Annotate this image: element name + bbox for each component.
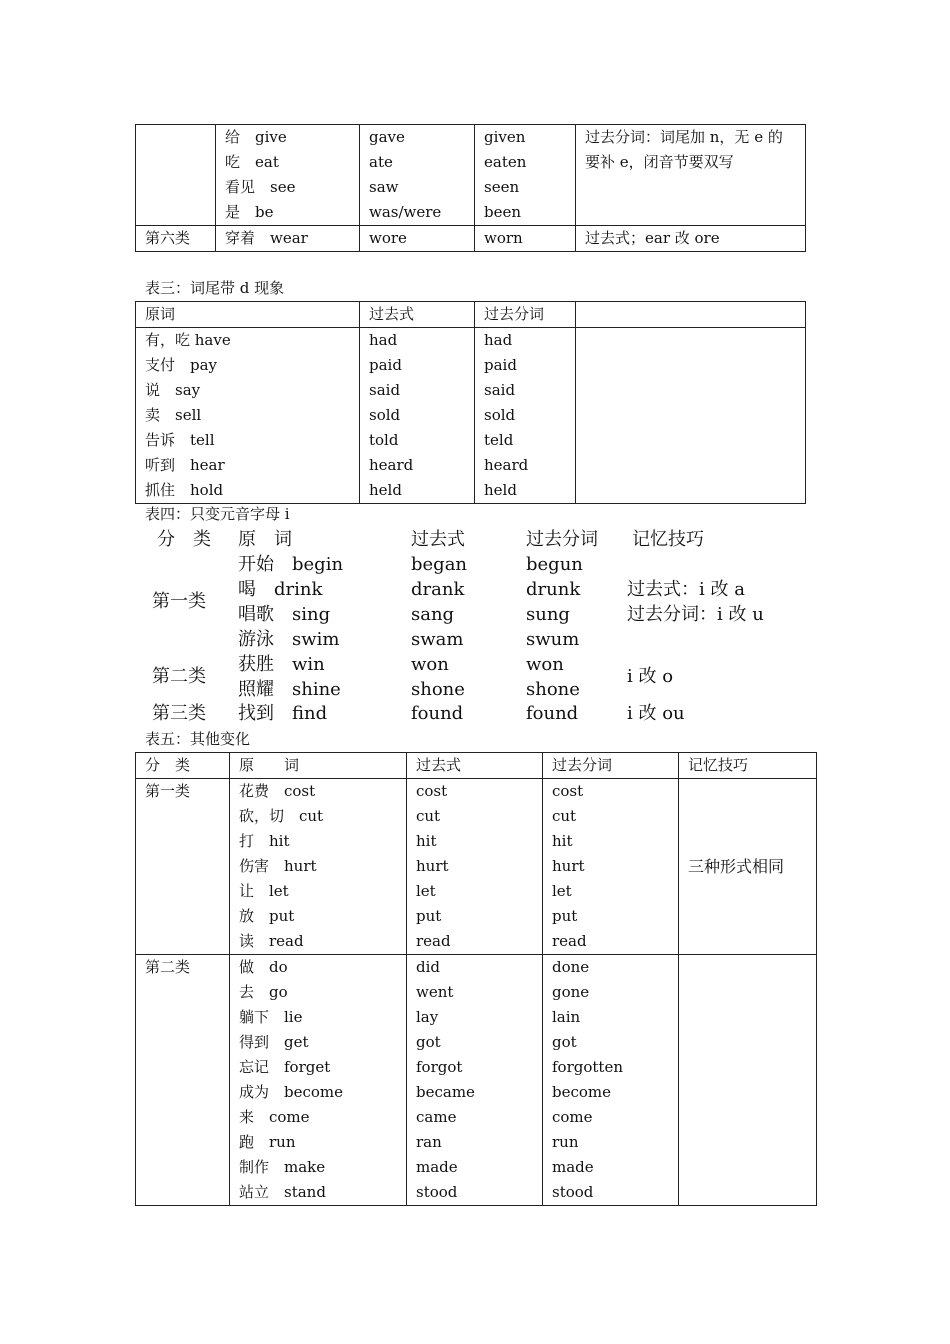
list-item: got <box>416 1033 441 1051</box>
list-item: cost <box>552 782 584 800</box>
list-item: held <box>484 481 517 499</box>
list-item: cost <box>416 782 448 800</box>
list-item: came <box>416 1108 457 1126</box>
table-header-row <box>136 302 806 328</box>
tip-cell <box>576 125 806 226</box>
list-item: 打 hit <box>239 832 290 850</box>
words-cell <box>136 328 360 504</box>
pp-cell <box>475 125 576 226</box>
tip-text: 三种形式相同 <box>688 856 785 876</box>
list-item: 忘记 forget <box>239 1058 331 1076</box>
tip-text: 过去分词：i 改 u <box>627 604 764 625</box>
list-item: hurt <box>552 857 585 875</box>
table-5-caption: 表五：其他变化 <box>145 730 251 748</box>
pp-cell <box>526 652 580 702</box>
category-cell: 第二类 <box>136 955 230 1206</box>
list-item: went <box>416 983 454 1001</box>
tip-cell <box>576 328 806 504</box>
list-item: 放 put <box>239 907 295 925</box>
list-item: 唱歌 sing <box>238 604 331 625</box>
list-item: put <box>416 907 442 925</box>
list-item: read <box>552 932 587 950</box>
list-item: 支付 pay <box>145 356 218 374</box>
list-item: lain <box>552 1008 581 1026</box>
table-row <box>136 779 817 955</box>
tip-cell: i 改 ou <box>627 703 685 724</box>
list-item: 跑 run <box>239 1133 296 1151</box>
list-item: 是 be <box>225 203 274 221</box>
list-item: forgot <box>416 1058 463 1076</box>
tip-text: 要补 e，闭音节要双写 <box>585 153 734 171</box>
table-header-row <box>136 753 817 779</box>
table-row <box>136 955 817 1206</box>
column-header: 原 词 <box>230 753 407 779</box>
list-item: begun <box>526 554 583 575</box>
list-item: done <box>552 958 590 976</box>
column-header: 过去式 <box>411 529 465 550</box>
category-cell: 第二类 <box>152 666 206 687</box>
list-item: held <box>369 481 402 499</box>
column-header: 分 类 <box>157 529 211 550</box>
pp-cell: worn <box>475 226 576 252</box>
list-item: told <box>369 431 399 449</box>
list-item: paid <box>369 356 402 374</box>
list-item: 站立 stand <box>239 1183 326 1201</box>
past-cell: found <box>411 703 464 724</box>
list-item: 给 give <box>225 128 287 146</box>
list-item: lay <box>416 1008 439 1026</box>
list-item: teld <box>484 431 514 449</box>
list-item: gave <box>369 128 405 146</box>
column-header: 过去式 <box>360 302 475 328</box>
list-item: read <box>416 932 451 950</box>
column-header <box>576 302 806 328</box>
list-item: had <box>369 331 398 349</box>
list-item: hurt <box>416 857 449 875</box>
pp-cell: found <box>526 703 579 724</box>
list-item: 得到 get <box>239 1033 309 1051</box>
words-cell: 穿着 wear <box>216 226 360 252</box>
tip-cell: i 改 o <box>627 666 674 687</box>
list-item: shone <box>526 679 580 700</box>
column-header: 过去分词 <box>526 529 598 550</box>
words-cell: 找到 find <box>238 703 328 724</box>
column-header: 过去式 <box>407 753 543 779</box>
list-item: swum <box>526 629 580 650</box>
table-row <box>136 328 806 504</box>
words-cell <box>238 652 341 702</box>
list-item: eaten <box>484 153 527 171</box>
list-item: become <box>552 1083 612 1101</box>
list-item: 卖 sell <box>145 406 202 424</box>
list-item: sang <box>411 604 455 625</box>
list-item: won <box>526 654 564 675</box>
list-item: 有，吃 have <box>145 331 231 349</box>
list-item: seen <box>484 178 520 196</box>
verb-table-2 <box>135 124 806 252</box>
list-item: 开始 begin <box>238 554 344 575</box>
list-item: given <box>484 128 526 146</box>
list-item: began <box>411 554 468 575</box>
list-item: 告诉 tell <box>145 431 215 449</box>
list-item: 吃 eat <box>225 153 279 171</box>
tip-text: 过去式：i 改 a <box>627 579 745 600</box>
list-item: hit <box>552 832 573 850</box>
words-cell <box>216 125 360 226</box>
list-item: ate <box>369 153 393 171</box>
past-cell <box>411 552 467 652</box>
list-item: 躺下 lie <box>239 1008 303 1026</box>
list-item: 看见 see <box>225 178 296 196</box>
list-item: put <box>552 907 578 925</box>
list-item: been <box>484 203 522 221</box>
list-item: drunk <box>526 579 581 600</box>
words-cell <box>230 955 407 1206</box>
column-header: 原 词 <box>238 529 292 550</box>
list-item: 制作 make <box>239 1158 326 1176</box>
list-item: became <box>416 1083 475 1101</box>
past-cell <box>360 328 475 504</box>
list-item: run <box>552 1133 579 1151</box>
list-item: was/were <box>369 203 442 221</box>
past-cell <box>407 779 543 955</box>
list-item: let <box>416 882 436 900</box>
column-header: 过去分词 <box>543 753 679 779</box>
list-item: sold <box>369 406 401 424</box>
list-item: sold <box>484 406 516 424</box>
verb-table-3 <box>135 301 806 504</box>
list-item: stood <box>416 1183 458 1201</box>
list-item: heard <box>369 456 414 474</box>
list-item: had <box>484 331 513 349</box>
tip-cell <box>679 955 817 1206</box>
list-item: 来 come <box>239 1108 310 1126</box>
pp-cell <box>526 552 583 652</box>
list-item: 去 go <box>239 983 288 1001</box>
past-cell <box>411 652 465 702</box>
past-cell: wore <box>360 226 475 252</box>
list-item: shone <box>411 679 465 700</box>
list-item: stood <box>552 1183 594 1201</box>
list-item: heard <box>484 456 529 474</box>
list-item: gone <box>552 983 590 1001</box>
column-header: 原词 <box>136 302 360 328</box>
list-item: said <box>369 381 401 399</box>
list-item: 获胜 win <box>238 654 325 675</box>
words-cell <box>238 552 343 652</box>
column-header: 过去分词 <box>475 302 576 328</box>
past-cell <box>360 125 475 226</box>
list-item: 成为 become <box>239 1083 344 1101</box>
table-3-caption: 表三：词尾带 d 现象 <box>145 279 285 297</box>
category-cell: 第六类 <box>136 226 216 252</box>
list-item: 让 let <box>239 882 289 900</box>
list-item: come <box>552 1108 593 1126</box>
list-item: hit <box>416 832 437 850</box>
list-item: 说 say <box>145 381 201 399</box>
list-item: paid <box>484 356 517 374</box>
pp-cell <box>543 955 679 1206</box>
list-item: got <box>552 1033 577 1051</box>
list-item: 砍，切 cut <box>239 807 324 825</box>
list-item: did <box>416 958 441 976</box>
category-cell: 第三类 <box>152 703 206 724</box>
verb-table-5 <box>135 752 817 1206</box>
list-item: cut <box>552 807 577 825</box>
pp-cell <box>543 779 679 955</box>
list-item: saw <box>369 178 399 196</box>
pp-cell <box>475 328 576 504</box>
list-item: made <box>416 1158 458 1176</box>
list-item: 做 do <box>239 958 288 976</box>
column-header: 分 类 <box>136 753 230 779</box>
list-item: 伤害 hurt <box>239 857 317 875</box>
list-item: sung <box>526 604 570 625</box>
category-cell: 第一类 <box>152 591 206 612</box>
list-item: made <box>552 1158 594 1176</box>
tip-cell: 过去式；ear 改 ore <box>576 226 806 252</box>
list-item: 喝 drink <box>238 579 323 600</box>
list-item: let <box>552 882 572 900</box>
list-item: 读 read <box>239 932 304 950</box>
table-4-caption: 表四：只变元音字母 i <box>145 505 290 523</box>
category-cell: 第一类 <box>136 779 230 955</box>
past-cell <box>407 955 543 1206</box>
list-item: 抓住 hold <box>145 481 224 499</box>
list-item: 游泳 swim <box>238 629 340 650</box>
category-cell <box>136 125 216 226</box>
table-row <box>136 226 806 252</box>
list-item: ran <box>416 1133 442 1151</box>
column-header: 记忆技巧 <box>632 529 704 550</box>
list-item: drank <box>411 579 465 600</box>
list-item: said <box>484 381 516 399</box>
list-item: won <box>411 654 449 675</box>
list-item: cut <box>416 807 441 825</box>
column-header: 记忆技巧 <box>679 753 817 779</box>
words-cell <box>230 779 407 955</box>
tip-text: 过去分词：词尾加 n，无 e 的 <box>585 128 783 146</box>
list-item: forgotten <box>552 1058 623 1076</box>
list-item: 花费 cost <box>239 782 316 800</box>
list-item: 听到 hear <box>145 456 225 474</box>
tip-cell <box>627 577 764 627</box>
table-row <box>136 125 806 226</box>
tip-cell <box>679 779 817 955</box>
list-item: swam <box>411 629 464 650</box>
list-item: 照耀 shine <box>238 679 341 700</box>
